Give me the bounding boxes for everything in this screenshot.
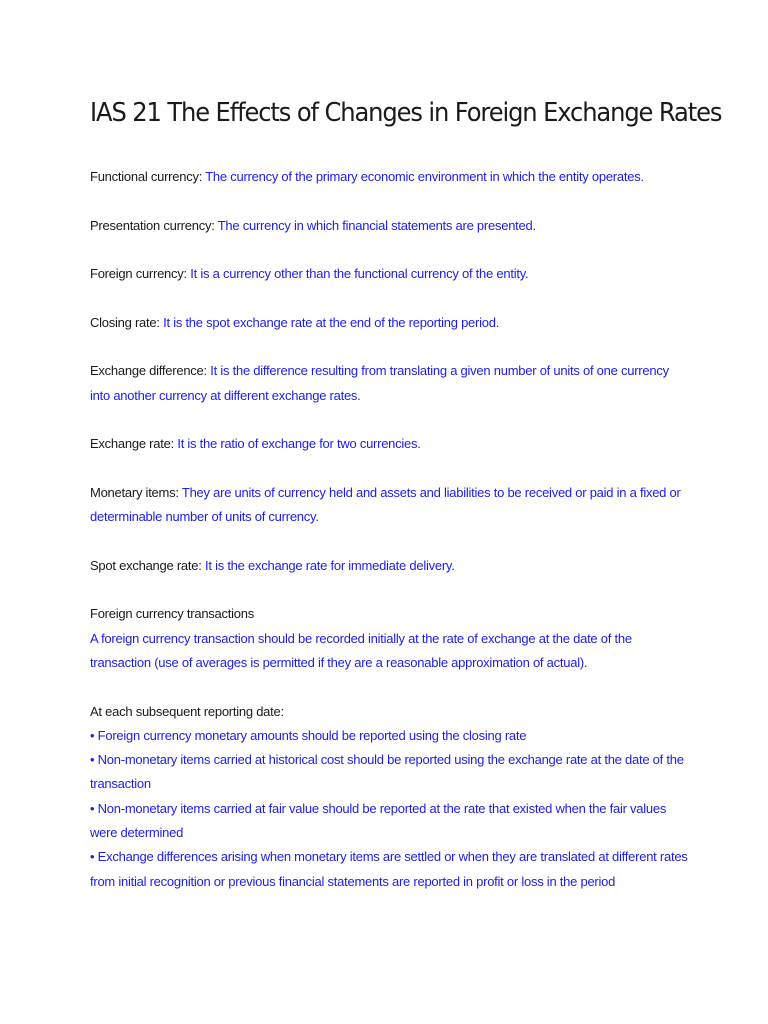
- definition-term: Monetary items:: [90, 484, 179, 500]
- definition-exchange-rate: [90, 432, 690, 456]
- definition-text: The currency in which financial statements are presented.: [217, 217, 536, 233]
- definition-term: Spot exchange rate:: [90, 557, 202, 573]
- section-heading: Foreign currency transactions: [90, 606, 254, 622]
- definition-text: It is the exchange rate for immediate delivery.: [204, 557, 455, 573]
- definition-term: Exchange rate:: [90, 436, 174, 452]
- definition-term: Exchange difference:: [90, 363, 207, 379]
- definition-term: Presentation currency:: [90, 217, 215, 233]
- definition-text: It is the difference resulting from translating a given number of units of one currency into another currency at different exchange rates.: [90, 363, 669, 403]
- definition-foreign-currency: [90, 262, 690, 286]
- definition-exchange-difference: [90, 359, 690, 408]
- definition-monetary-items: [90, 481, 690, 530]
- definition-term: Closing rate:: [90, 314, 160, 330]
- definition-text: It is the ratio of exchange for two currencies.: [177, 436, 421, 452]
- document-title: IAS 21 The Effects of Changes in Foreign Exchange Rates: [90, 98, 722, 128]
- definition-term: Functional currency:: [90, 169, 203, 184]
- definition-presentation-currency: [90, 214, 690, 238]
- bullet-item: • Non-monetary items carried at historical cost should be reported using the exchange rate at the date of the transaction: [90, 752, 684, 792]
- section-heading: At each subsequent reporting date:: [90, 703, 284, 719]
- section-subsequent-reporting: [90, 700, 690, 894]
- definition-text: It is the spot exchange rate at the end of the reporting period.: [163, 314, 500, 330]
- section-foreign-currency-transactions: [90, 602, 690, 675]
- definition-term: Foreign currency:: [90, 266, 187, 282]
- definition-text: The currency of the primary economic environment in which the entity operates.: [205, 169, 644, 184]
- document-body: [90, 165, 690, 918]
- definition-closing-rate: [90, 311, 690, 335]
- bullet-item: • Non-monetary items carried at fair value should be reported at the rate that existed when the fair values were determined: [90, 800, 667, 841]
- bullet-item: • Foreign currency monetary amounts should be reported using the closing rate: [90, 727, 527, 743]
- bullet-item: • Exchange differences arising when monetary items are settled or when they are translated at different rates from initial recognition or previous financial statements are reported in profit or loss in the period: [90, 849, 688, 889]
- definition-text: It is a currency other than the functional currency of the entity.: [190, 266, 529, 282]
- definition-text: They are units of currency held and assets and liabilities to be received or paid in a fixed or determinable number of units of currency.: [90, 484, 681, 525]
- section-text: A foreign currency transaction should be recorded initially at the rate of exchange at the date of the transaction (use of averages is permitted if they are a reasonable approximation of actual).: [90, 630, 632, 670]
- definition-functional-currency: [90, 165, 690, 189]
- definition-spot-exchange-rate: [90, 554, 690, 578]
